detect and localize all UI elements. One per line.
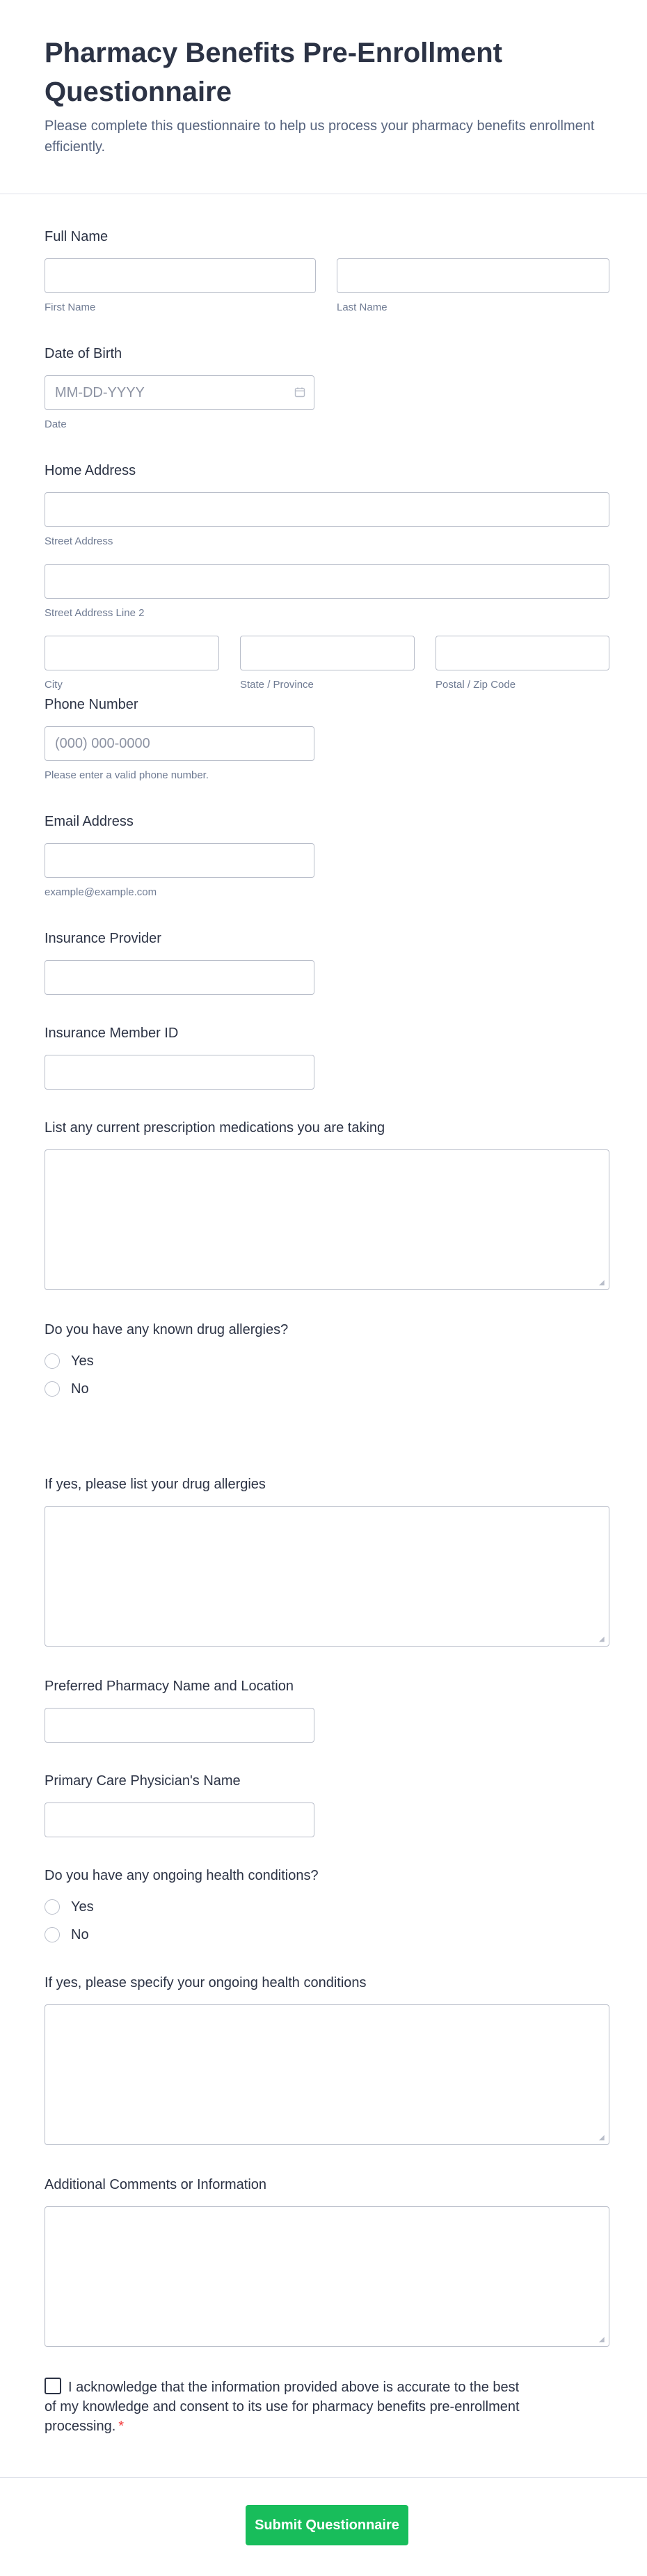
- comments-label: Additional Comments or Information: [45, 2177, 267, 2192]
- full-name-label: Full Name: [45, 229, 109, 244]
- radio-icon[interactable]: [45, 1381, 60, 1397]
- medications-field: [45, 1119, 609, 1290]
- form-header: [0, 0, 647, 194]
- insurance-member-id-label: Insurance Member ID: [45, 1026, 179, 1041]
- phone-sublabel: Please enter a valid phone number.: [45, 769, 209, 781]
- phone-field: [45, 696, 314, 781]
- physician-input[interactable]: [45, 1803, 314, 1837]
- street-address-input[interactable]: [45, 492, 609, 527]
- comments-textarea[interactable]: [45, 2206, 609, 2347]
- allergies-list-label: If yes, please list your drug allergies: [45, 1477, 266, 1492]
- conditions-list-textarea[interactable]: [45, 2004, 609, 2145]
- radio-icon[interactable]: [45, 1927, 60, 1942]
- email-sublabel: example@example.com: [45, 886, 157, 898]
- calendar-icon[interactable]: [294, 386, 305, 398]
- phone-label: Phone Number: [45, 697, 138, 712]
- email-field: [45, 812, 314, 898]
- allergies-question-field: [45, 1321, 609, 1403]
- allergies-no-label: No: [71, 1381, 89, 1397]
- resize-handle-icon[interactable]: ◢: [599, 1279, 605, 1287]
- conditions-option-yes[interactable]: [45, 1893, 609, 1921]
- insurance-member-id-input[interactable]: [45, 1055, 314, 1090]
- conditions-question-field: [45, 1867, 609, 1949]
- allergies-question-label: Do you have any known drug allergies?: [45, 1322, 289, 1337]
- medications-textarea[interactable]: [45, 1149, 609, 1290]
- submit-button[interactable]: Submit Questionnaire: [246, 2505, 408, 2545]
- email-input[interactable]: [45, 843, 314, 878]
- zip-sublabel: Postal / Zip Code: [436, 679, 516, 691]
- comments-field: [45, 2176, 609, 2347]
- phone-placeholder: (000) 000-0000: [55, 735, 150, 751]
- allergies-option-no[interactable]: [45, 1375, 609, 1403]
- required-asterisk: *: [118, 2419, 125, 2434]
- dob-label: Date of Birth: [45, 346, 122, 361]
- allergies-option-yes[interactable]: [45, 1347, 609, 1375]
- radio-icon[interactable]: [45, 1899, 60, 1915]
- allergies-yes-label: Yes: [71, 1353, 94, 1369]
- insurance-provider-input[interactable]: [45, 960, 314, 995]
- full-name-field: [45, 228, 609, 313]
- resize-handle-icon[interactable]: ◢: [599, 2336, 605, 2343]
- insurance-provider-label: Insurance Provider: [45, 931, 161, 946]
- first-name-input[interactable]: [45, 258, 316, 293]
- conditions-option-no[interactable]: [45, 1921, 609, 1949]
- last-name-input[interactable]: [337, 258, 609, 293]
- address-label: Home Address: [45, 463, 136, 478]
- state-sublabel: State / Province: [240, 679, 314, 691]
- street-address-sublabel: Street Address: [45, 535, 113, 547]
- acknowledgment-text-block: [45, 2378, 532, 2436]
- conditions-list-label: If yes, please specify your ongoing health conditions: [45, 1975, 367, 1990]
- allergies-list-textarea[interactable]: [45, 1506, 609, 1647]
- phone-input[interactable]: [45, 726, 314, 761]
- page-title: Pharmacy Benefits Pre-Enrollment Questionnaire: [45, 38, 502, 107]
- pharmacy-label: Preferred Pharmacy Name and Location: [45, 1679, 294, 1694]
- resize-handle-icon[interactable]: ◢: [599, 1635, 605, 1643]
- pharmacy-field: [45, 1677, 314, 1743]
- dob-input[interactable]: [45, 375, 314, 410]
- zip-input[interactable]: [436, 636, 609, 670]
- first-name-sublabel: First Name: [45, 301, 96, 313]
- conditions-question-label: Do you have any ongoing health conditions?: [45, 1868, 319, 1883]
- acknowledgment-field: [45, 2378, 609, 2436]
- allergies-list-field: [45, 1475, 609, 1647]
- insurance-member-id-field: [45, 1024, 314, 1090]
- street-address-line2-sublabel: Street Address Line 2: [45, 607, 145, 619]
- acknowledgment-checkbox[interactable]: [45, 2378, 61, 2394]
- radio-icon[interactable]: [45, 1353, 60, 1369]
- last-name-sublabel: Last Name: [337, 301, 388, 313]
- dob-placeholder: MM-DD-YYYY: [55, 384, 145, 400]
- physician-field: [45, 1772, 314, 1837]
- physician-label: Primary Care Physician's Name: [45, 1773, 241, 1789]
- city-sublabel: City: [45, 679, 63, 691]
- pharmacy-input[interactable]: [45, 1708, 314, 1743]
- page-subtitle: Please complete this questionnaire to help us process your pharmacy benefits enrollment efficiently.: [45, 118, 595, 155]
- footer-divider: [0, 2477, 647, 2478]
- insurance-provider-field: [45, 929, 314, 995]
- acknowledgment-text: I acknowledge that the information provided above is accurate to the best of my knowledge and consent to its use for pharmacy benefits pre-enrollment processing.: [45, 2380, 520, 2434]
- conditions-no-label: No: [71, 1926, 89, 1942]
- city-input[interactable]: [45, 636, 219, 670]
- resize-handle-icon[interactable]: ◢: [599, 2134, 605, 2142]
- street-address-line2-input[interactable]: [45, 564, 609, 599]
- dob-sublabel: Date: [45, 418, 67, 430]
- address-field: [45, 462, 609, 691]
- state-input[interactable]: [240, 636, 415, 670]
- conditions-yes-label: Yes: [71, 1899, 94, 1915]
- dob-field: [45, 345, 314, 430]
- email-label: Email Address: [45, 814, 134, 829]
- medications-label: List any current prescription medications you are taking: [45, 1120, 385, 1136]
- conditions-list-field: [45, 1974, 609, 2145]
